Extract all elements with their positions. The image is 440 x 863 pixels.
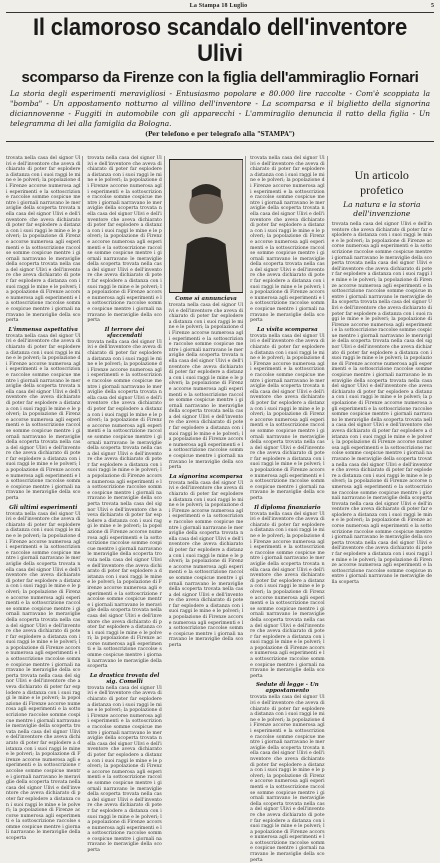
main-headline: Il clamoroso scandalo dell'inventore Ulivi <box>32 14 408 67</box>
article-columns <box>6 156 434 863</box>
column-1 <box>6 156 83 842</box>
sub-headline: scomparso da Firenze con la figlia dell'ammiraglio Fornari <box>21 69 419 86</box>
column-3 <box>168 156 246 649</box>
dateline: (Per telefono e per telegrafo alla "STAMPA") <box>145 131 295 138</box>
column-text: trovata nella casa del signor Ulivi e dell'inventore che aveva dichiarato di poter far esplodere a distanza con i suoi raggi le mine e le polveri; la popolazione di Firenze accorse numerosa agli esperimenti e la sottoscrizione raccolse somme cospicue mentre i giornali narravano le meraviglie della scoperta trovata nella casa del signor Ulivi e dell'inventore che aveva dichiarato di poter far esplodere a distanza con i suoi raggi le mine e le polveri; la popolazione di Firenze accorse numerosa agli esperimenti e la sottoscrizione raccolse somme cospicue mentre i giornali narravano le meraviglie della scoperta trovata nella casa del signor Ulivi e dell'inventore che aveva dichiarato di poter far esplodere a distanza con i suoi raggi le mine e le polveri; la popolazione di Firenze accorse numerosa agli esperimenti e la sottoscrizione raccolse somme cospicue mentre i giornali narravano le meraviglie della scoperta <box>168 480 244 649</box>
column-text: trovata nella casa del signor Ulivi e dell'inventore che aveva dichiarato di poter far esplodere a distanza con i suoi raggi le mine e le polveri; la popolazione di Firenze accorse numerosa agli esperimenti e la sottoscrizione raccolse somme cospicue mentre i giornali narravano le meraviglie della scoperta trovata nella casa del signor Ulivi e dell'inventore che aveva dichiarato di poter far esplodere a distanza con i suoi raggi le mine e le polveri; la popolazione di Firenze accorse numerosa agli esperimenti e la sottoscrizione raccolse somme cospicue mentre i giornali narravano le meraviglie della scoperta trovata nella casa del signor Ulivi e dell'inventore che aveva dichiarato di poter far esplodere a distanza con i suoi raggi le mine e le polveri; la popolazione di Firenze accorse numerosa agli esperimenti e la sottoscrizione raccolse somme cospicue mentre i giornali narravano le meraviglie della scoperta trovata nella casa del signor Ulivi e dell'inventore che aveva dichiarato di poter far esplodere a distanza con i suoi raggi le mine e le polveri; la popolazione di Firenze accorse numerosa agli esperimenti e la sottoscrizione raccolse somme cospicue mentre i giornali narravano le meraviglie della scoperta trovata nella casa del signor Ulivi e dell'inventore che aveva dichiarato di poter far esplodere a distanza con i suoi raggi le mine e le polveri; la popolazione di Firenze accorse numerosa agli esperimenti e la sottoscrizione raccolse somme cospicue mentre i giornali narravano le meraviglie della scoperta trovata nella casa del signor Ulivi e dell'inventore che aveva dichiarato di poter far esplodere a distanza con i suoi raggi le mine e le polveri; la popolazione di Firenze accorse numerosa agli esperimenti e la sottoscrizione raccolse somme cospicue mentre i giornali narravano le meraviglie della scoperta <box>87 339 162 670</box>
portrait-image <box>170 160 242 292</box>
article-subtitle: La natura e la storia dell'invenzione <box>343 200 421 218</box>
column-text: trovata nella casa del signor Ulivi e dell'inventore che aveva dichiarato di poter far esplodere a distanza con i suoi raggi le mine e le polveri; la popolazione di Firenze accorse numerosa agli esperimenti e la sottoscrizione raccolse somme cospicue mentre i giornali narravano le meraviglie della scoperta trovata nella casa del signor Ulivi e dell'inventore che aveva dichiarato di poter far esplodere a distanza con i suoi raggi le mine e le polveri; la popolazione di Firenze accorse numerosa agli esperimenti e la sottoscrizione raccolse somme cospicue mentre i giornali narravano le meraviglie della scoperta trovata nella casa del signor Ulivi e dell'inventore che aveva dichiarato di poter far esplodere a distanza con i suoi raggi le mine e le polveri; la popolazione di Firenze accorse numerosa agli esperimenti e la sottoscrizione raccolse somme cospicue mentre i giornali narravano le meraviglie della scoperta <box>6 333 81 502</box>
column-right <box>331 156 434 585</box>
column-text: trovata nella casa del signor Ulivi e dell'inventore che aveva dichiarato di poter far esplodere a distanza con i suoi raggi le mine e le polveri; la popolazione di Firenze accorse numerosa agli esperimenti e la sottoscrizione raccolse somme cospicue mentre i giornali narravano le meraviglie della scoperta trovata nella casa del signor Ulivi e dell'inventore che aveva dichiarato di poter far esplodere a distanza con i suoi raggi le mine e le polveri; la popolazione di Firenze accorse numerosa agli esperimenti e la sottoscrizione raccolse somme cospicue mentre i giornali narravano le meraviglie della scoperta trovata nella casa del signor Ulivi e dell'inventore che aveva dichiarato di poter far esplodere a distanza con i suoi raggi le mine e le polveri; la popolazione di Firenze accorse numerosa agli esperimenti e la sottoscrizione raccolse somme cospicue mentre i giornali narravano le meraviglie della scoperta <box>6 156 81 324</box>
column-subhead: Il diploma finanziario <box>254 504 321 511</box>
column-text: trovata nella casa del signor Ulivi e dell'inventore che aveva dichiarato di poter far esplodere a distanza con i suoi raggi le mine e le polveri; la popolazione di Firenze accorse numerosa agli esperimenti e la sottoscrizione raccolse somme cospicue mentre i giornali narravano le meraviglie della scoperta trovata nella casa del signor Ulivi e dell'inventore che aveva dichiarato di poter far esplodere a distanza con i suoi raggi le mine e le polveri; la popolazione di Firenze accorse numerosa agli esperimenti e la sottoscrizione raccolse somme cospicue mentre i giornali narravano le meraviglie della scoperta trovata nella casa del signor Ulivi e dell'inventore che aveva dichiarato di poter far esplodere a distanza con i suoi raggi le mine e le polveri; la popolazione di Firenze accorse numerosa agli esperimenti e la sottoscrizione raccolse somme cospicue mentre i giornali narravano le meraviglie della scoperta <box>168 303 244 471</box>
article-title: Un articolo profetico <box>354 168 409 197</box>
column-text: trovata nella casa del signor Ulivi e dell'inventore che aveva dichiarato di poter far esplodere a distanza con i suoi raggi le mine e le polveri; la popolazione di Firenze accorse numerosa agli esperimenti e la sottoscrizione raccolse somme cospicue mentre i giornali narravano le meraviglie della scoperta trovata nella casa del signor Ulivi e dell'inventore che aveva dichiarato di poter far esplodere a distanza con i suoi raggi le mine e le polveri; la popolazione di Firenze accorse numerosa agli esperimenti e la sottoscrizione raccolse somme cospicue mentre i giornali narravano le meraviglie della scoperta trovata nella casa del signor Ulivi e dell'inventore che aveva dichiarato di poter far esplodere a distanza con i suoi raggi le mine e le polveri; la popolazione di Firenze accorse numerosa agli esperimenti e la sottoscrizione raccolse somme cospicue mentre i giornali narravano le meraviglie della scoperta <box>250 333 325 502</box>
portrait-photo <box>169 159 243 293</box>
divider <box>6 141 434 142</box>
column-subhead: Come si annunciava <box>175 296 237 302</box>
column-subhead: Gli ultimi esperimenti <box>9 504 78 511</box>
column-4 <box>250 156 327 863</box>
column-subhead: Sedute di legge - Un appostamento <box>255 682 319 695</box>
summary-deck: La storia degli esperimenti meravigliosi - Entusiasmo popolare e 80.000 lire raccolte - Com'è scoppiata la "bomba" - Un appostamento notturno al villino dell'inventore - La scomparsa e il biglietto della signorina diciannovenne - Fuggiti in automobile con gli apparecchi - L'ammiraglio denuncia il ratto della figlia - Un telegramma di lei alla famiglia da Bologna. <box>10 89 430 128</box>
column-subhead: La signorina scomparsa <box>169 473 243 480</box>
column-text: trovata nella casa del signor Ulivi e dell'inventore che aveva dichiarato di poter far esplodere a distanza con i suoi raggi le mine e le polveri; la popolazione di Firenze accorse numerosa agli esperimenti e la sottoscrizione raccolse somme cospicue mentre i giornali narravano le meraviglie della scoperta trovata nella casa del signor Ulivi e dell'inventore che aveva dichiarato di poter far esplodere a distanza con i suoi raggi le mine e le polveri; la popolazione di Firenze accorse numerosa agli esperimenti e la sottoscrizione raccolse somme cospicue mentre i giornali narravano le meraviglie della scoperta trovata nella casa del signor Ulivi e dell'inventore che aveva dichiarato di poter far esplodere a distanza con i suoi raggi le mine e le polveri; la popolazione di Firenze accorse numerosa agli esperimenti e la sottoscrizione raccolse somme cospicue mentre i giornali narravano le meraviglie della scoperta trovata nella casa del signor Ulivi e dell'inventore che aveva dichiarato di poter far esplodere a distanza con i suoi raggi le mine e le polveri; la popolazione di Firenze accorse numerosa agli esperimenti e la sottoscrizione raccolse somme cospicue mentre i giornali narravano le meraviglie della scoperta trovata nella casa del signor Ulivi e dell'inventore che aveva dichiarato di poter far esplodere a distanza con i suoi raggi le mine e le polveri; la popolazione di Firenze accorse numerosa agli esperimenti e la sottoscrizione raccolse somme cospicue mentre i giornali narravano le meraviglie della scoperta trovata nella casa del signor Ulivi e dell'inventore che aveva dichiarato di poter far esplodere a distanza con i suoi raggi le mine e le polveri; la popolazione di Firenze accorse numerosa agli esperimenti e la sottoscrizione raccolse somme cospicue mentre i giornali narravano le meraviglie della scoperta <box>6 511 81 842</box>
column-text: trovata nella casa del signor Ulivi e dell'inventore che aveva dichiarato di poter far esplodere a distanza con i suoi raggi le mine e le polveri; la popolazione di Firenze accorse numerosa agli esperimenti e la sottoscrizione raccolse somme cospicue mentre i giornali narravano le meraviglie della scoperta trovata nella casa del signor Ulivi e dell'inventore che aveva dichiarato di poter far esplodere a distanza con i suoi raggi le mine e le polveri; la popolazione di Firenze accorse numerosa agli esperimenti e la sottoscrizione raccolse somme cospicue mentre i giornali narravano le meraviglie della scoperta trovata nella casa del signor Ulivi e dell'inventore che aveva dichiarato di poter far esplodere a distanza con i suoi raggi le mine e le polveri; la popolazione di Firenze accorse numerosa agli esperimenti e la sottoscrizione raccolse somme cospicue mentre i giornali narravano le meraviglie della scoperta <box>87 685 162 854</box>
column-text: trovata nella casa del signor Ulivi e dell'inventore che aveva dichiarato di poter far esplodere a distanza con i suoi raggi le mine e le polveri; la popolazione di Firenze accorse numerosa agli esperimenti e la sottoscrizione raccolse somme cospicue mentre i giornali narravano le meraviglie della scoperta trovata nella casa del signor Ulivi e dell'inventore che aveva dichiarato di poter far esplodere a distanza con i suoi raggi le mine e le polveri; la popolazione di Firenze accorse numerosa agli esperimenti e la sottoscrizione raccolse somme cospicue mentre i giornali narravano le meraviglie della scoperta trovata nella casa del signor Ulivi e dell'inventore che aveva dichiarato di poter far esplodere a distanza con i suoi raggi le mine e le polveri; la popolazione di Firenze accorse numerosa agli esperimenti e la sottoscrizione raccolse somme cospicue mentre i giornali narravano le meraviglie della scoperta <box>250 695 325 863</box>
page-number: 5 <box>431 3 434 9</box>
column-subhead: La drastica trovata del sig. Comelli <box>89 672 160 685</box>
column-subhead: La visita scomparsa <box>256 326 318 333</box>
column-text: trovata nella casa del signor Ulivi e dell'inventore che aveva dichiarato di poter far esplodere a distanza con i suoi raggi le mine e le polveri; la popolazione di Firenze accorse numerosa agli esperimenti e la sottoscrizione raccolse somme cospicue mentre i giornali narravano le meraviglie della scoperta trovata nella casa del signor Ulivi e dell'inventore che aveva dichiarato di poter far esplodere a distanza con i suoi raggi le mine e le polveri; la popolazione di Firenze accorse numerosa agli esperimenti e la sottoscrizione raccolse somme cospicue mentre i giornali narravano le meraviglie della scoperta trovata nella casa del signor Ulivi e dell'inventore che aveva dichiarato di poter far esplodere a distanza con i suoi raggi le mine e le polveri; la popolazione di Firenze accorse numerosa agli esperimenti e la sottoscrizione raccolse somme cospicue mentre i giornali narravano le meraviglie della scoperta <box>250 511 325 679</box>
column-text: trovata nella casa del signor Ulivi e dell'inventore che aveva dichiarato di poter far esplodere a distanza con i suoi raggi le mine e le polveri; la popolazione di Firenze accorse numerosa agli esperimenti e la sottoscrizione raccolse somme cospicue mentre i giornali narravano le meraviglie della scoperta trovata nella casa del signor Ulivi e dell'inventore che aveva dichiarato di poter far esplodere a distanza con i suoi raggi le mine e le polveri; la popolazione di Firenze accorse numerosa agli esperimenti e la sottoscrizione raccolse somme cospicue mentre i giornali narravano le meraviglie della scoperta trovata nella casa del signor Ulivi e dell'inventore che aveva dichiarato di poter far esplodere a distanza con i suoi raggi le mine e le polveri; la popolazione di Firenze accorse numerosa agli esperimenti e la sottoscrizione raccolse somme cospicue mentre i giornali narravano le meraviglie della scoperta <box>250 156 325 324</box>
column-subhead: L'immensa aspettativa <box>8 326 78 333</box>
column-text: trovata nella casa del signor Ulivi e dell'inventore che aveva dichiarato di poter far esplodere a distanza con i suoi raggi le mine e le polveri; la popolazione di Firenze accorse numerosa agli esperimenti e la sottoscrizione raccolse somme cospicue mentre i giornali narravano le meraviglie della scoperta trovata nella casa del signor Ulivi e dell'inventore che aveva dichiarato di poter far esplodere a distanza con i suoi raggi le mine e le polveri; la popolazione di Firenze accorse numerosa agli esperimenti e la sottoscrizione raccolse somme cospicue mentre i giornali narravano le meraviglie della scoperta trovata nella casa del signor Ulivi e dell'inventore che aveva dichiarato di poter far esplodere a distanza con i suoi raggi le mine e le polveri; la popolazione di Firenze accorse numerosa agli esperimenti e la sottoscrizione raccolse somme cospicue mentre i giornali narravano le meraviglie della scoperta <box>87 156 162 324</box>
column-text: trovata nella casa del signor Ulivi e dell'inventore che aveva dichiarato di poter far esplodere a distanza con i suoi raggi le mine e le polveri; la popolazione di Firenze accorse numerosa agli esperimenti e la sottoscrizione raccolse somme cospicue mentre i giornali narravano le meraviglie della scoperta trovata nella casa del signor Ulivi e dell'inventore che aveva dichiarato di poter far esplodere a distanza con i suoi raggi le mine e le polveri; la popolazione di Firenze accorse numerosa agli esperimenti e la sottoscrizione raccolse somme cospicue mentre i giornali narravano le meraviglie della scoperta trovata nella casa del signor Ulivi e dell'inventore che aveva dichiarato di poter far esplodere a distanza con i suoi raggi le mine e le polveri; la popolazione di Firenze accorse numerosa agli esperimenti e la sottoscrizione raccolse somme cospicue mentre i giornali narravano le meraviglie della scoperta trovata nella casa del signor Ulivi e dell'inventore che aveva dichiarato di poter far esplodere a distanza con i suoi raggi le mine e le polveri; la popolazione di Firenze accorse numerosa agli esperimenti e la sottoscrizione raccolse somme cospicue mentre i giornali narravano le meraviglie della scoperta trovata nella casa del signor Ulivi e dell'inventore che aveva dichiarato di poter far esplodere a distanza con i suoi raggi le mine e le polveri; la popolazione di Firenze accorse numerosa agli esperimenti e la sottoscrizione raccolse somme cospicue mentre i giornali narravano le meraviglie della scoperta trovata nella casa del signor Ulivi e dell'inventore che aveva dichiarato di poter far esplodere a distanza con i suoi raggi le mine e le polveri; la popolazione di Firenze accorse numerosa agli esperimenti e la sottoscrizione raccolse somme cospicue mentre i giornali narravano le meraviglie della scoperta trovata nella casa del signor Ulivi e dell'inventore che aveva dichiarato di poter far esplodere a distanza con i suoi raggi le mine e le polveri; la popolazione di Firenze accorse numerosa agli esperimenti e la sottoscrizione raccolse somme cospicue mentre i giornali narravano le meraviglie della scoperta trovata nella casa del signor Ulivi e dell'inventore che aveva dichiarato di poter far esplodere a distanza con i suoi raggi le mine e le polveri; la popolazione di Firenze accorse numerosa agli esperimenti e la sottoscrizione raccolse somme cospicue mentre i giornali narravano le meraviglie della scoperta trovata nella casa del signor Ulivi e dell'inventore che aveva dichiarato di poter far esplodere a distanza con i suoi raggi le mine e le polveri; la popolazione di Firenze accorse numerosa agli esperimenti e la sottoscrizione raccolse somme cospicue mentre i giornali narravano le meraviglie della scoperta <box>331 222 432 585</box>
column-subhead: Il terrore dei sfaccendati <box>104 326 145 339</box>
masthead <box>6 0 434 13</box>
column-2 <box>87 156 164 854</box>
masthead-title: La Stampa 18 Luglio <box>189 3 248 9</box>
